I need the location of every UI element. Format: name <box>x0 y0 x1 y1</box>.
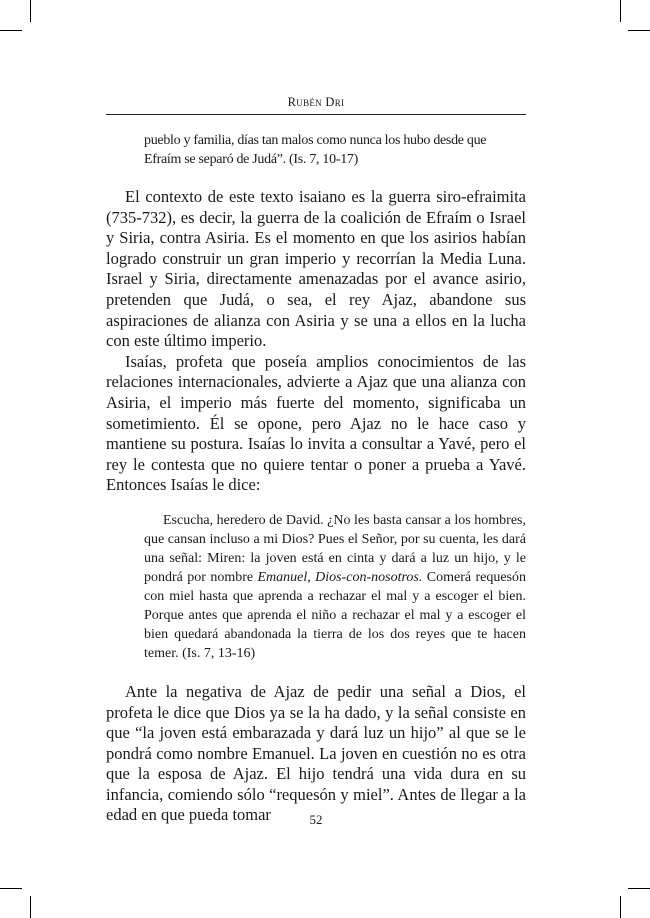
paragraph-closing: Ante la negativa de Ajaz de pedir una señal a Dios, el profeta le dice que Dios ya se la ha dado, y la señal consiste en que “la joven está embarazada y dará luz un hijo” al que se le pondrá como nombre Emanuel. La joven en cuestión no es otra que la esposa de Ajaz. El hijo tendrá una vida dura en su infancia, comiendo sólo “requesón y miel”. Antes de llegar a la edad en que pueda tomar <box>106 681 526 825</box>
quote-part-1: Escucha, heredero de David. ¿No les basta cansar a los hombres, que cansan incluso a mi Dios? Pues el Señor, por su cuenta, les dará una señal: Miren: la joven está en cinta y dará a luz un hijo, y le pondrá por nombre <box>144 512 526 585</box>
crop-mark-bottom-left-horizontal <box>0 888 22 889</box>
paragraph-isaias: Isaías, profeta que poseía amplios conocimientos de las relaciones internacionales, advierte a Ajaz que una alianza con Asiria, el imperio más fuerte del momento, significaba un sometimiento. Él se opone, pero Ajaz no le hace caso y mantiene su postura. Isaías lo invita a consultar a Yavé, pero el rey le contesta que no quiere tentar o poner a prueba a Yavé. Entonces Isaías le dice: <box>106 351 526 495</box>
crop-mark-bottom-right-horizontal <box>628 888 650 889</box>
block-quote-continuation: pueblo y familia, días tan malos como nunca los hubo desde que Efraím se separó de Judá”. (Is. 7, 10-17) <box>144 133 487 167</box>
crop-mark-bottom-left-vertical <box>30 896 31 918</box>
page-body <box>106 131 526 826</box>
block-quote-isaiah <box>144 511 526 663</box>
header-rule <box>106 114 526 115</box>
crop-mark-top-left-horizontal <box>0 30 22 31</box>
page-number: 52 <box>309 812 323 827</box>
block-quote-text <box>144 511 526 663</box>
paragraph-context: El contexto de este texto isaiano es la guerra siro-efraimita (735-732), es decir, la guerra de la coalición de Efraím o Israel y Siria, contra Asiria. Es el momento en que los asirios habían logrado construir un gran imperio y recorrían la Media Luna. Israel y Siria, directamente amenazadas por el avance asirio, pretenden que Judá, o sea, el rey Ajaz, abandone sus aspiraciones de alianza con Asiria y se una a ellos en la lucha con este último imperio. <box>106 187 526 351</box>
crop-mark-top-right-vertical <box>620 0 621 22</box>
crop-mark-bottom-right-vertical <box>620 896 621 918</box>
running-head: Rubén Dri <box>287 95 345 109</box>
crop-mark-top-right-horizontal <box>628 30 650 31</box>
quote-part-2: Comerá requesón con miel hasta que aprenda a rechazar el mal y a escoger el bien. Porque antes que aprenda el niño a rechazar el mal y a escoger el bien quedará abandonada la tierra de los dos reyes que te hacen temer. (Is. 7, 13-16) <box>144 569 527 661</box>
quote-emphasis: Emanuel, Dios-con-nosotros. <box>257 569 423 585</box>
crop-mark-top-left-vertical <box>30 0 31 22</box>
